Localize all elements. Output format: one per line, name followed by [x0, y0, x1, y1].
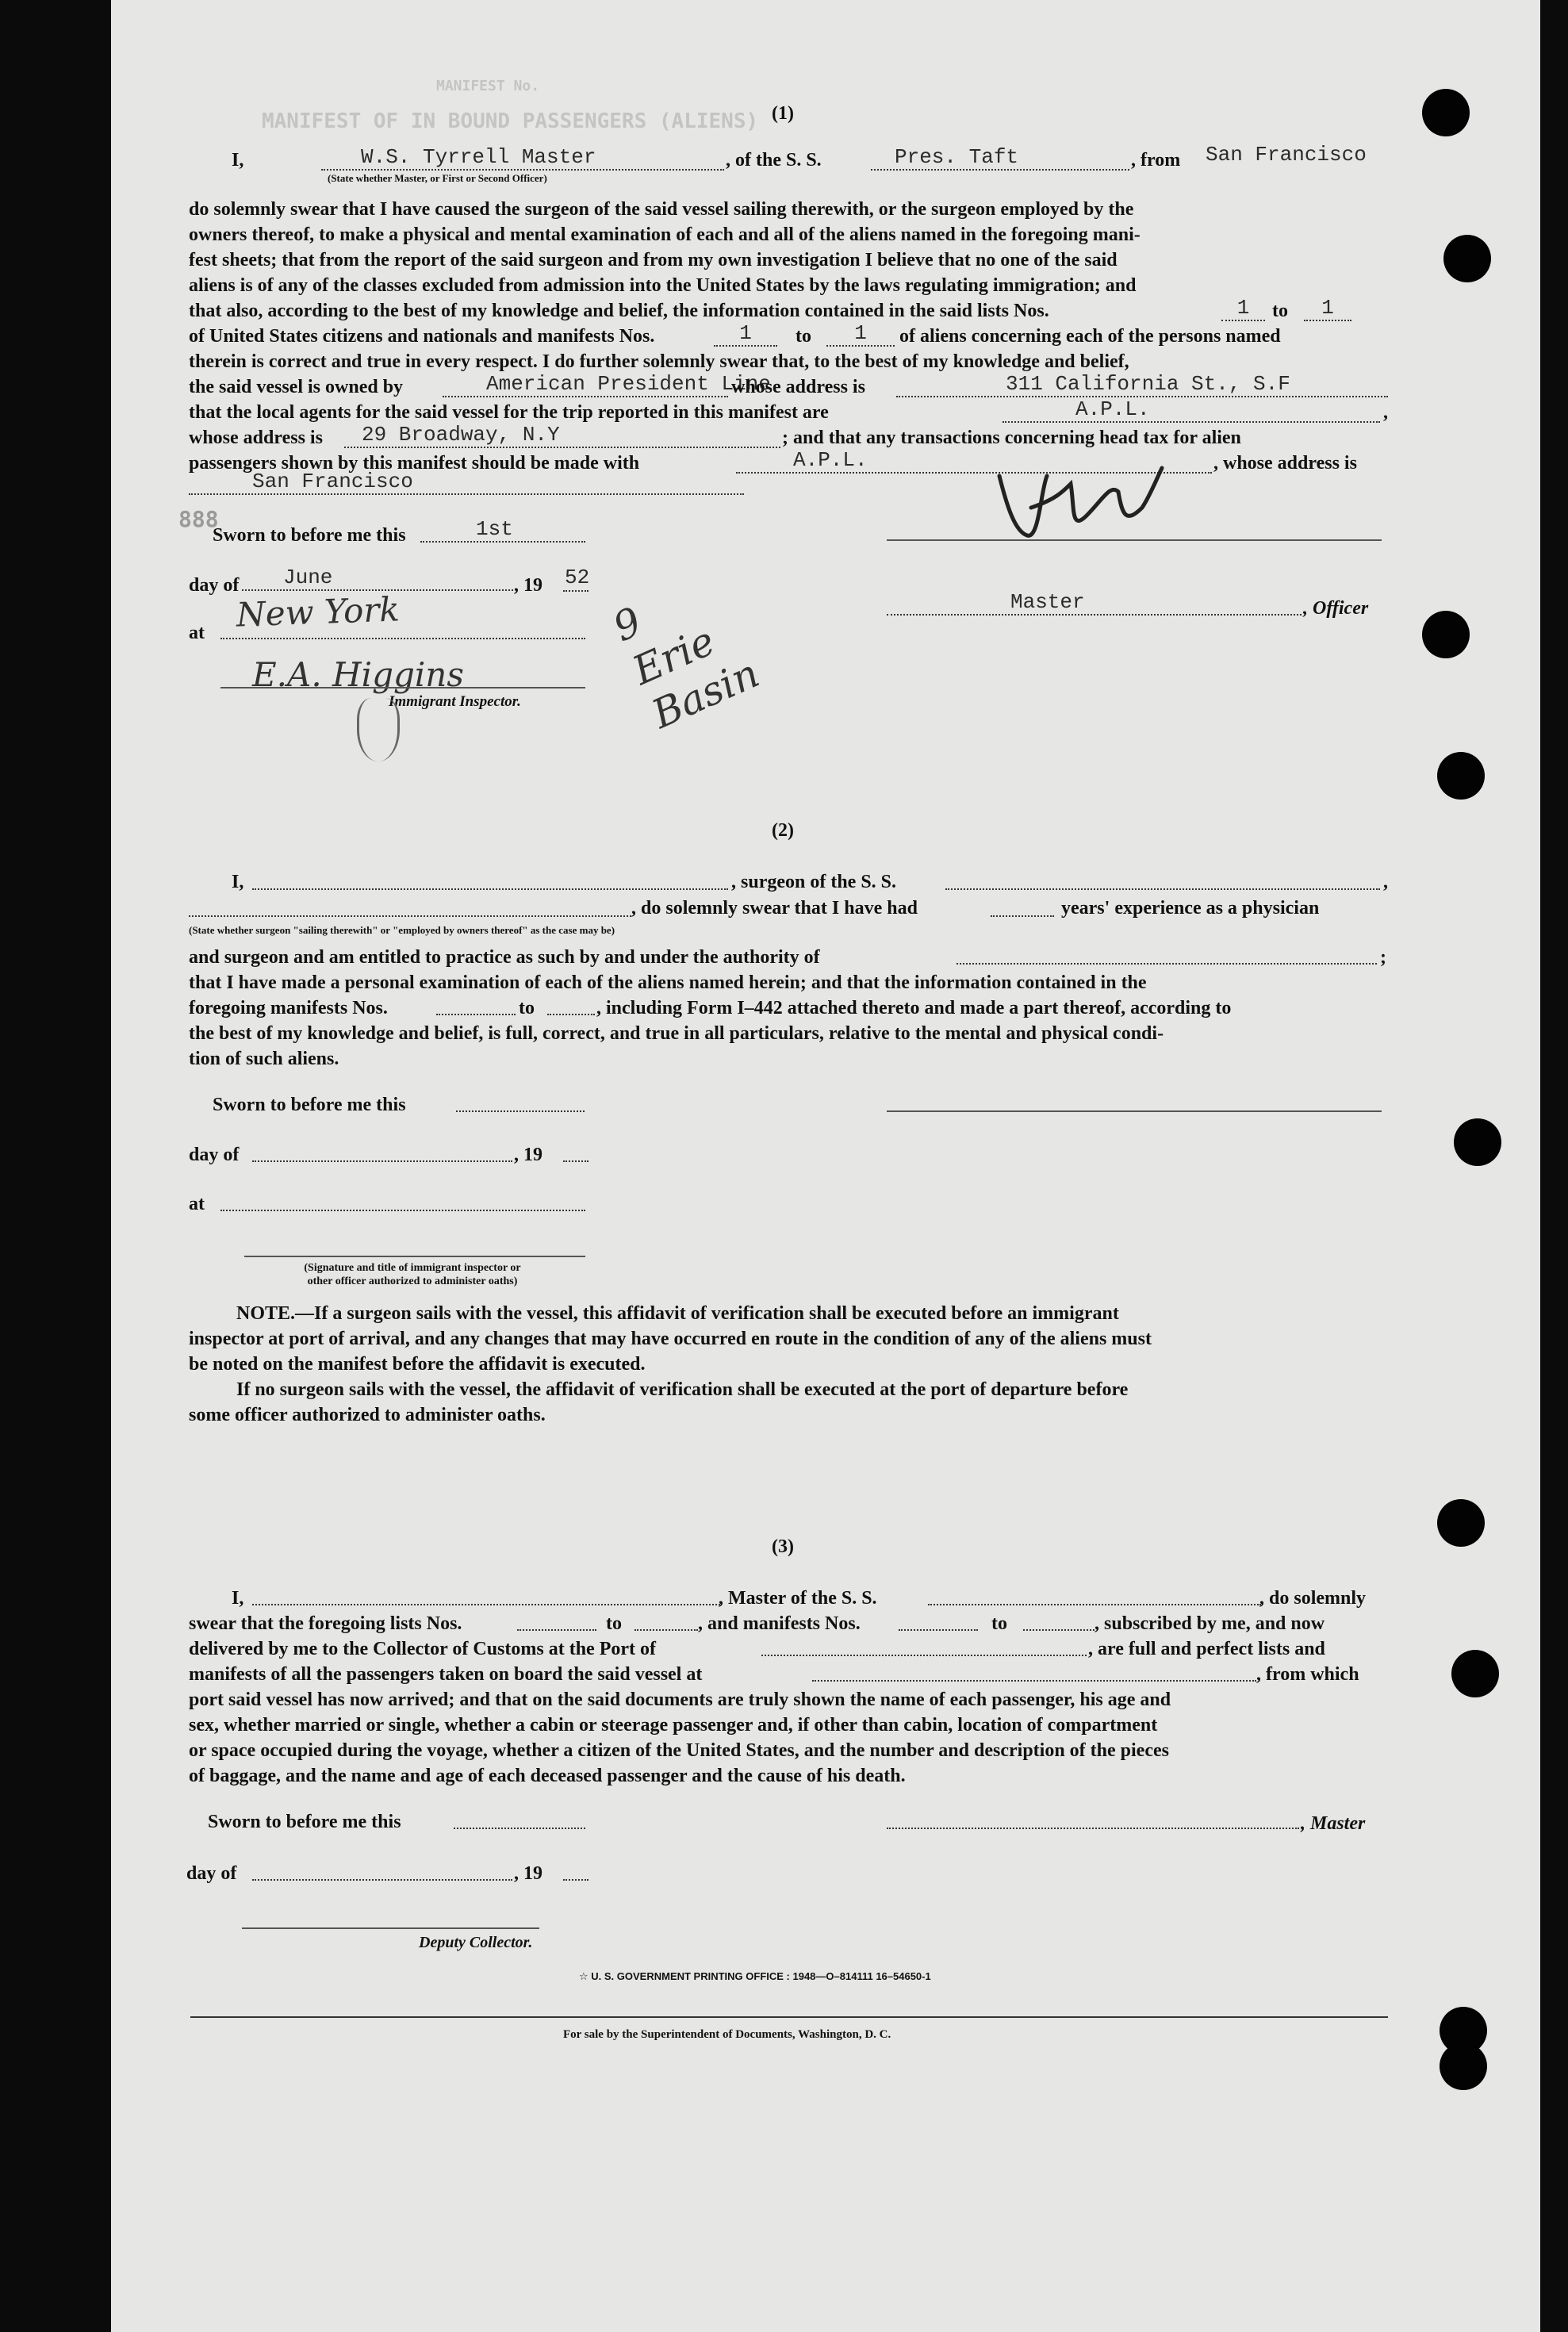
oath-i: I, [232, 1588, 244, 1609]
surgeon-type-note: (State whether surgeon "sailing therewith" or "employed by owners thereof" as the case may be) [189, 924, 615, 936]
delivered-label: delivered by me to the Collector of Customs at the Port of [189, 1639, 656, 1659]
owned-by-label: the said vessel is owned by [189, 377, 404, 397]
master-signature [991, 460, 1174, 547]
boarding-port-line [812, 1680, 1256, 1682]
oath-line: fest sheets; that from the report of the said surgeon and from my own investigation I believe that no one of the said [189, 250, 1118, 270]
sworn-label: Sworn to before me this [213, 525, 406, 546]
to-word: to [1272, 301, 1288, 321]
punch-hole [1422, 611, 1470, 658]
year-line [563, 590, 588, 592]
ghost-manifest-title: MANIFEST OF IN BOUND PASSENGERS (ALIENS) [262, 109, 759, 133]
master-name-line [252, 1604, 720, 1605]
examination-line: that I have made a personal examination of each of the aliens named herein; and that the information contained in the [189, 972, 1147, 993]
manifests-label: , and manifests Nos. [698, 1613, 861, 1634]
master-ship-line [928, 1604, 1261, 1605]
subscribed-label: , subscribed by me, and now [1095, 1613, 1325, 1634]
vessel-owner: American President Line [443, 372, 728, 397]
years-exp-label: years' experience as a physician [1061, 898, 1320, 919]
year-prefix: , 19 [514, 1863, 542, 1884]
oath-line: or space occupied during the voyage, whether a citizen of the United States, and the number and description of the pieces [189, 1740, 1169, 1761]
officer-line [244, 1256, 585, 1257]
surgeon-name-line [252, 888, 728, 890]
margin-note: 9 Erie Basin [606, 598, 766, 738]
oath-line: aliens is of any of the classes excluded from admission into the United States by the laws regulating immigration; and [189, 275, 1137, 296]
deputy-line [242, 1927, 539, 1929]
of-the-ss-label: , of the S. S. [726, 150, 822, 171]
manifests-to-line [1023, 1629, 1095, 1631]
ship-name: Pres. Taft [871, 145, 1129, 171]
lists-to: 1 [1304, 296, 1351, 321]
place-line [220, 638, 585, 639]
stamp-number: 888 [178, 506, 219, 532]
sworn-year: 52 [565, 566, 590, 589]
whose-address-end: , whose address is [1213, 453, 1357, 474]
surgeon-ship-line [945, 888, 1380, 890]
day-of-label: day of [189, 1145, 240, 1165]
do-solemnly-label: , do solemnly [1259, 1588, 1367, 1609]
sworn-month-line [252, 1160, 512, 1162]
sworn-day-line [454, 1828, 585, 1829]
note-line: inspector at port of arrival, and any changes that may have occurred en route in the condition of any of the aliens must [189, 1329, 1152, 1349]
surgeon-signature-line [887, 1110, 1382, 1112]
year-line [563, 1160, 588, 1162]
manifests-to: 1 [826, 321, 895, 347]
officer-label: , Officer [1303, 598, 1369, 619]
punch-hole [1443, 235, 1491, 282]
day-of-label: day of [186, 1863, 237, 1884]
whose-address-label: whose address is [731, 377, 865, 397]
manifests-from: 1 [714, 321, 777, 347]
sworn-day: 1st [420, 517, 585, 543]
foregoing-label: foregoing manifests Nos. [189, 998, 388, 1018]
lists-from-line [517, 1629, 596, 1631]
officer-note-2: other officer authorized to administer oaths) [307, 1275, 518, 1287]
head-tax-address: San Francisco [189, 470, 744, 495]
officer-note-1: (Signature and title of immigrant inspector or [304, 1262, 521, 1274]
at-label: at [189, 623, 205, 643]
at-label: at [189, 1194, 205, 1214]
year-prefix: , 19 [514, 575, 542, 596]
oath-line: sex, whether married or single, whether a cabin or steerage passenger and, if other than cabin, location of compartment [189, 1715, 1158, 1736]
oath-line: owners thereof, to make a physical and mental examination of each and all of the aliens named in the foregoing mani- [189, 224, 1141, 245]
aliens-text: of aliens concerning each of the persons named [899, 326, 1281, 347]
head-tax-text: ; and that any transactions concerning head tax for alien [782, 428, 1241, 448]
local-agents: A.P.L. [1003, 397, 1380, 423]
from-port: San Francisco [1206, 143, 1367, 167]
year-line [563, 1879, 588, 1881]
signature-flourish [357, 698, 400, 761]
oath-i: I, [232, 150, 244, 171]
port-line [761, 1655, 1087, 1656]
agents-label: that the local agents for the said vessel for the trip reported in this manifest are [189, 402, 829, 423]
note-line: NOTE.—If a surgeon sails with the vessel, this affidavit of verification shall be executed before an immigrant [236, 1303, 1119, 1324]
punch-hole [1437, 1499, 1485, 1547]
surgeon-type-line [189, 915, 631, 917]
punch-hole [1440, 2042, 1487, 2090]
master-signature-line [887, 539, 1382, 541]
comma: , [1383, 872, 1388, 892]
oath-line: of baggage, and the name and age of each deceased passenger and the cause of his death. [189, 1766, 906, 1786]
do-swear-label: , do solemnly swear that I have had [631, 898, 918, 919]
inspector-signature: E.A. Higgins [252, 655, 464, 694]
head-tax-party: A.P.L. [736, 448, 1212, 474]
authority-fill [957, 963, 1377, 965]
master-name: W.S. Tyrrell Master [321, 145, 724, 171]
to-word: to [796, 326, 811, 347]
punch-hole [1437, 752, 1485, 800]
lists-label: swear that the foregoing lists Nos. [189, 1613, 462, 1634]
section-2-number: (2) [772, 820, 794, 841]
including-label: , including Form I–442 attached thereto and made a part thereof, according to [596, 998, 1232, 1018]
citizens-text: of United States citizens and nationals and manifests Nos. [189, 326, 655, 347]
passengers-text: passengers shown by this manifest should be made with [189, 453, 640, 474]
note-line: If no surgeon sails with the vessel, the affidavit of verification shall be executed at the port of departure before [236, 1379, 1129, 1400]
from-label: , from [1131, 150, 1181, 171]
sworn-place: New York [236, 589, 401, 635]
sworn-month: June [242, 566, 513, 591]
sworn-label: Sworn to before me this [208, 1812, 401, 1832]
day-of-label: day of [189, 575, 240, 596]
deputy-collector-label: Deputy Collector. [419, 1934, 533, 1951]
surgeon-of-label: , surgeon of the S. S. [731, 872, 897, 892]
note-line: some officer authorized to administer oaths. [189, 1405, 546, 1425]
sworn-month-line [252, 1879, 512, 1881]
sale-note: For sale by the Superintendent of Documents, Washington, D. C. [563, 2028, 891, 2041]
inspector-title: Immigrant Inspector. [389, 693, 521, 710]
ghost-manifest-no: MANIFEST No. [436, 78, 540, 94]
to-word: to [606, 1613, 622, 1634]
knowledge-line: the best of my knowledge and belief, is full, correct, and true in all particulars, relative to the mental and physical condi- [189, 1023, 1164, 1044]
footer-rule [190, 2016, 1388, 2018]
owner-address: 311 California St., S.F [896, 372, 1388, 397]
master-of-label: , Master of the S. S. [719, 1588, 877, 1609]
section-1-number: (1) [772, 103, 794, 124]
gpo-imprint: ☆ U. S. GOVERNMENT PRINTING OFFICE : 1948—O–814111 16–54650-1 [579, 1970, 931, 1982]
sworn-label: Sworn to before me this [213, 1095, 406, 1115]
to-word: to [991, 1613, 1007, 1634]
manifests-from-line [436, 1014, 516, 1015]
master-signature-line [887, 1828, 1299, 1829]
punch-hole [1422, 89, 1470, 136]
oath-line: do solemnly swear that I have caused the surgeon of the said vessel sailing therewith, or the surgeon employed by the [189, 199, 1134, 220]
perfect-lists-label: , are full and perfect lists and [1088, 1639, 1325, 1659]
comma: , [1383, 402, 1388, 423]
master-label: , Master [1301, 1813, 1366, 1834]
agents-address: 29 Broadway, N.Y [344, 423, 780, 448]
agents-address-label: whose address is [189, 428, 323, 448]
to-word: to [519, 998, 535, 1018]
oath-i: I, [232, 872, 244, 892]
officer-rank: Master [887, 590, 1302, 616]
years-line [991, 915, 1054, 917]
year-prefix: , 19 [514, 1145, 542, 1165]
punch-hole [1454, 1118, 1501, 1166]
lists-from: 1 [1221, 296, 1265, 321]
authority-line: and surgeon and am entitled to practice as such by and under the authority of [189, 947, 820, 968]
aliens-line: tion of such aliens. [189, 1049, 339, 1069]
inspector-line [220, 687, 585, 688]
correct-line: therein is correct and true in every respect. I do further solemnly swear that, to the best of my knowledge and belief, [189, 351, 1129, 372]
manifests-to-line [547, 1014, 595, 1015]
taken-on-board-label: manifests of all the passengers taken on board the said vessel at [189, 1664, 703, 1685]
manifests-from-line [899, 1629, 978, 1631]
semicolon: ; [1380, 947, 1386, 968]
from-which-label: , from which [1256, 1664, 1359, 1685]
oath-line: that also, according to the best of my knowledge and belief, the information contained in the said lists Nos. [189, 301, 1049, 321]
lists-to-line [634, 1629, 698, 1631]
place-line [220, 1210, 585, 1211]
punch-hole [1451, 1650, 1499, 1697]
sworn-day-line [456, 1110, 585, 1112]
master-note: (State whether Master, or First or Second Officer) [328, 172, 547, 184]
note-line: be noted on the manifest before the affidavit is executed. [189, 1354, 646, 1375]
oath-line: port said vessel has now arrived; and that on the said documents are truly shown the name of each passenger, his age and [189, 1690, 1171, 1710]
section-3-number: (3) [772, 1536, 794, 1557]
